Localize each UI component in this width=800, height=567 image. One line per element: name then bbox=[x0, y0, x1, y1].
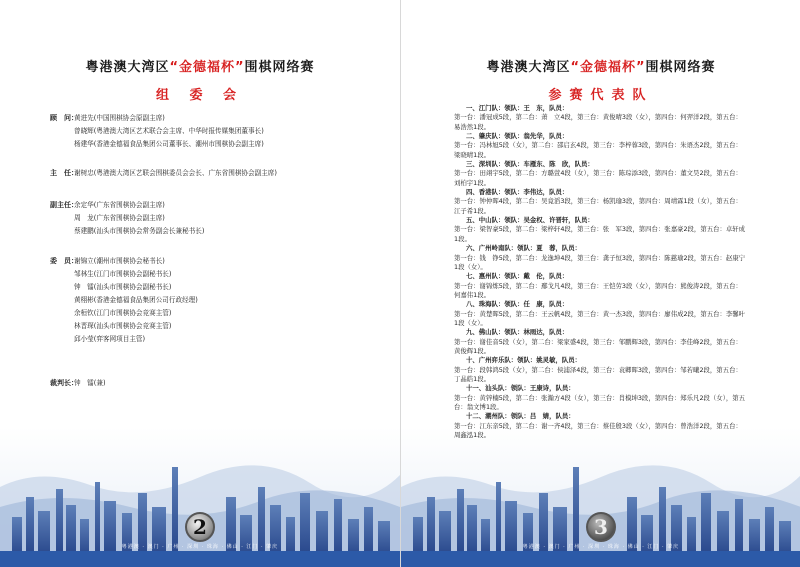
team-players: 第一台：田翊宇5段，第二台：方璐萱4段（女），第三台：陈琮添3段，第四台：董文昊2段，第五台：刘柏宇1段。 bbox=[454, 169, 742, 187]
director-role: 主 任： bbox=[50, 169, 78, 177]
header-cup-name: “金德福杯” bbox=[169, 60, 245, 75]
team-entry bbox=[448, 384, 748, 412]
committee-member: 杨建华(香港金德福食品集团公司董事长、潮州市围棋协会副主席) bbox=[74, 140, 264, 148]
team-players: 第一台：黄锌楠5段，第二台：张瀚方4段（女），第三台：肖模坤3段，第四台：郑乐凡2段（女），第五台：翁文博1段。 bbox=[454, 393, 746, 411]
advisors-section bbox=[50, 113, 380, 152]
vice-director-role: 副主任： bbox=[50, 201, 78, 209]
members-role: 委 员： bbox=[50, 257, 78, 265]
committee-member: 周 龙(广东省围棋协会副主席) bbox=[74, 214, 165, 222]
team-name: 一、江门队：领队：王 东，队员： bbox=[466, 104, 569, 112]
chief-referee-role: 裁判长： bbox=[50, 379, 78, 387]
team-players: 第一台：江东亲5段，第二台：谢一齐4段，第三台：蔡佳殷3段（女），第四台：曾浩洋2段，第五台：周鑫泓1段。 bbox=[454, 421, 742, 440]
team-players: 第一台：潘冠成5段，第二台：萧 立4段，第三台：黄俊晴3段（女），第四台：何羿洋2段，第五台：易浩然1段。 bbox=[454, 113, 742, 131]
page-number-badge: 2 bbox=[185, 512, 215, 542]
team-players: 第一台：钟仲晖4段，第二台：吴竟滔3段，第三台：杨凯瑜3段，第四台：周靖霖1段（女），第五台：江子希1段。 bbox=[454, 197, 742, 215]
chief-referee-section bbox=[50, 378, 380, 391]
team-name: 五、中山队：领队：吴金权、许晋轩，队员： bbox=[466, 216, 594, 225]
committee-member: 黄进先(中国围棋协会原副主席) bbox=[74, 114, 165, 122]
team-players: 第一台：黄楚晖5段，第二台：王云帆4段，第三台：黄一杰3段，第四台：廖伟成2段，第五台：李馨叶1段（女）。 bbox=[454, 309, 746, 327]
team-name: 十、广州弈乐队：领队：姚灵敏，队员： bbox=[466, 356, 582, 365]
committee-member: 林晋琛(汕头市围棋协会竞赛主管) bbox=[74, 322, 172, 330]
committee-member: 余桓钦(江门市围棋协会竞赛主管) bbox=[74, 309, 172, 317]
committee-member: 邹林生(江门市围棋协会副秘书长) bbox=[74, 270, 172, 278]
committee-member: 钟 镭(汕头市围棋协会副秘书长) bbox=[74, 283, 172, 291]
team-entry bbox=[448, 412, 748, 440]
teams-title: 参赛代表队 bbox=[548, 88, 654, 103]
team-entry bbox=[448, 272, 748, 300]
team-name: 十二、潮州队：领队：吕 婧，队员： bbox=[466, 412, 575, 421]
team-entry bbox=[448, 328, 748, 356]
team-name: 十一、汕头队：领队：王康诗，队员： bbox=[466, 384, 575, 393]
header-suffix: 围棋网络赛 bbox=[244, 60, 315, 75]
team-name: 九、佛山队：领队：林雨达，队员： bbox=[466, 328, 569, 337]
right-page-header bbox=[401, 56, 800, 75]
left-page-header bbox=[0, 56, 400, 75]
team-entry bbox=[448, 244, 748, 272]
committee-member: 谢锦立(潮州市围棋协会秘书长) bbox=[74, 257, 165, 265]
committee-member: 钟 镭(兼) bbox=[74, 379, 106, 387]
committee-member: 邱小莹(弈客网项目主管) bbox=[74, 335, 146, 343]
committee-member: 黄栩彬(香港金德福食品集团公司行政经理) bbox=[74, 296, 198, 304]
members-section bbox=[50, 256, 380, 347]
team-name: 四、香港队：领队：李伟达，队员： bbox=[466, 188, 569, 197]
advisors-role: 顾 问： bbox=[50, 114, 78, 122]
team-name: 七、惠州队：领队：戴 伦，队员： bbox=[466, 272, 569, 281]
team-entry bbox=[448, 216, 748, 244]
footer-city-strip: 粤港澳 · 澳门 · 广州 · 深圳 · 珠海 · 佛山 · 江门 · 肇庆 bbox=[121, 544, 279, 550]
team-name: 八、珠海队：领队：任 康，队员： bbox=[466, 300, 569, 309]
header-prefix: 粤港澳大湾区 bbox=[85, 60, 170, 75]
footer-city-strip: 粤港澳 · 澳门 · 广州 · 深圳 · 珠海 · 佛山 · 江门 · 肇庆 bbox=[522, 544, 680, 550]
committee-member: 曾晓辉(粤港澳大湾区艺术联合会主席、中华时报传媒集团董事长) bbox=[74, 127, 264, 135]
team-players: 第一台：段韩鸿5段（女），第二台：侯浦泽4段，第三台：袁卿晖3段，第四台：邹若曦2段，第五台：丁晶皓1段。 bbox=[454, 365, 742, 383]
team-name: 三、深圳队：领队：车雁东、陈 欣，队员： bbox=[466, 160, 594, 169]
team-players: 第一台：冯林旭5段（女），第二台：邵启玄4段，第三台：李梓蓉3段，第四台：朱语杰2段，第五台：梁晓晴1段。 bbox=[454, 141, 742, 159]
committee-member: 谢树忠(粤港澳大湾区艺联会围棋委员会会长、广东省围棋协会副主席) bbox=[74, 169, 277, 177]
header-suffix: 围棋网络赛 bbox=[645, 60, 716, 75]
header-prefix: 粤港澳大湾区 bbox=[486, 60, 571, 75]
team-entry bbox=[448, 104, 748, 132]
vice-director-section bbox=[50, 200, 380, 239]
director-section bbox=[50, 168, 380, 181]
team-players: 第一台：梁智豪5段，第二台：梁梓轩4段，第三台：张 军3段，第四台：张嘉豪2段，第五台：卓轩成1段。 bbox=[454, 225, 746, 243]
team-players: 第一台：谢锦炼5段，第二台：鄢戈凡4段，第三台：王恺劳3段（女），第四台：熊俊涛2段，第五台：何嘉伟1段。 bbox=[454, 281, 742, 299]
team-entry bbox=[448, 356, 748, 384]
team-name: 六、广州岭南队：领队：夏 蓉，队员： bbox=[466, 244, 582, 253]
team-entry bbox=[448, 160, 748, 188]
team-entry bbox=[448, 300, 748, 328]
team-players: 第一台：钱 铮5段，第二台：龙逸坤4段，第三台：龚子恒3段，第四台：陈慈瑜2段，第五台：赵康宁1段（女）。 bbox=[454, 253, 746, 271]
team-name: 二、肇庆队：领队：翁先华，队员： bbox=[466, 132, 569, 141]
committee-member: 余定华(广东省围棋协会副主席) bbox=[74, 201, 165, 209]
team-players: 第一台：谢佳音5段（女），第二台：梁家盛4段，第三台：邹鹏辉3段，第四台：李佳峰2段，第五台：黄俊辉1段。 bbox=[454, 337, 742, 355]
teams-list bbox=[448, 104, 748, 440]
committee-member: 蔡建鹏(汕头市围棋协会常务副会长兼秘书长) bbox=[74, 227, 205, 235]
team-entry bbox=[448, 188, 748, 216]
page-number-badge: 3 bbox=[586, 512, 616, 542]
team-entry bbox=[448, 132, 748, 160]
header-cup-name: “金德福杯” bbox=[570, 60, 646, 75]
committee-title: 组 委 会 bbox=[155, 88, 245, 103]
